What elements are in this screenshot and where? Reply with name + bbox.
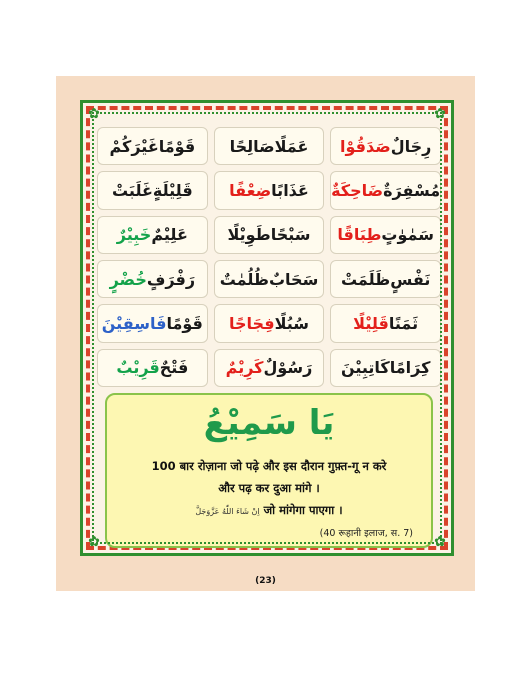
word-tile xyxy=(214,127,325,165)
word-tile xyxy=(214,349,325,387)
word-segment: سَبْحًا xyxy=(270,225,311,245)
word-segment: رِجَالٌ xyxy=(390,136,432,156)
book-page xyxy=(56,76,475,591)
word-segment: عَذَابًا xyxy=(271,180,309,200)
dua-panel xyxy=(105,393,433,548)
page-number: (23) xyxy=(255,576,276,586)
word-segment: مُسْفِرَةٌ xyxy=(383,180,441,200)
word-segment: غَلَبَتْ xyxy=(111,180,153,200)
word-segment: ضِعْفًا xyxy=(229,180,272,200)
corner-ornament-icon: ✿ xyxy=(434,534,446,550)
word-segment: عَمَلًا xyxy=(274,136,309,156)
word-tile xyxy=(97,216,208,254)
word-segment: طَوِيْلًا xyxy=(227,225,271,245)
word-segment: سَحَابٌ xyxy=(268,269,319,289)
corner-ornament-icon: ✿ xyxy=(88,106,100,122)
word-segment: فِجَاجًا xyxy=(229,313,275,333)
word-tile xyxy=(330,127,441,165)
word-tile xyxy=(97,260,208,298)
word-segment: ثَمَنًا xyxy=(388,313,419,333)
word-segment: ضَاحِكَةٌ xyxy=(331,180,384,200)
word-segment: غَيْرَكُمْ xyxy=(109,136,159,156)
word-segment: كَرِيْمٌ xyxy=(225,358,264,378)
word-tile xyxy=(97,171,208,209)
word-segment: كِرَامًا xyxy=(389,358,431,378)
word-tile xyxy=(330,171,441,209)
word-segment: صَدَقُوْا xyxy=(339,136,391,156)
word-tile xyxy=(214,304,325,342)
word-segment: كَاتِبِيْنَ xyxy=(340,358,390,378)
corner-ornament-icon: ✿ xyxy=(434,106,446,122)
word-segment: ظُلُمٰتٌ xyxy=(219,269,269,289)
word-segment: قَلِيْلَةٍ xyxy=(152,180,193,200)
word-tile xyxy=(97,304,208,342)
word-tile xyxy=(214,171,325,209)
word-tile xyxy=(330,260,441,298)
word-segment: صَالِحًا xyxy=(229,136,275,156)
instruction-line-2: और पढ़ कर दुआ मांगे । xyxy=(218,481,320,495)
word-tile xyxy=(330,216,441,254)
word-segment: رَفْرَفٍ xyxy=(146,269,196,289)
word-tile xyxy=(97,127,208,165)
corner-ornament-icon: ✿ xyxy=(88,534,100,550)
word-segment: نَفْسٍ xyxy=(390,269,431,289)
instruction-line-3 xyxy=(117,503,421,518)
word-segment: سَمٰوٰتٍ xyxy=(381,225,434,245)
insha-allah-text: اِنْ شَاءَ اللّٰهُ عَزَّوَجَلَّ xyxy=(195,507,260,516)
reference-text: (40 रूहानी इलाज, स. 7) xyxy=(319,528,413,539)
word-segment: رَسُوْلٌ xyxy=(263,358,313,378)
word-tile xyxy=(214,216,325,254)
word-segment: قَلِيْلًا xyxy=(353,313,389,333)
decorative-frame xyxy=(80,100,454,556)
instruction-line-1: 100 बार रोज़ाना जो पढ़े और इस दौरान गुफ़्त-गू न करे xyxy=(151,459,387,473)
word-segment: فَاسِقِيْنَ xyxy=(101,313,167,333)
word-segment: خُضْرٍ xyxy=(109,269,147,289)
word-segment: عَلِيْمٌ xyxy=(151,225,188,245)
word-tile xyxy=(214,260,325,298)
word-segment: فَتْحٌ xyxy=(159,358,189,378)
word-segment: خَبِيْرٌ xyxy=(116,225,152,245)
instruction-line-3-text: जो मांगेगा पाएगा । xyxy=(263,503,343,517)
word-tile xyxy=(97,349,208,387)
word-tile xyxy=(330,304,441,342)
word-segment: قَرِيْبٌ xyxy=(116,358,160,378)
dua-title: يَا سَمِيْعُ xyxy=(203,403,335,443)
word-grid xyxy=(97,127,441,387)
word-segment: قَوْمًا xyxy=(158,136,196,156)
word-segment: سُبُلًا xyxy=(274,313,309,333)
word-segment: طِبَاقًا xyxy=(337,225,382,245)
word-tile xyxy=(330,349,441,387)
word-segment: ظَلَمَتْ xyxy=(340,269,391,289)
word-segment: قَوْمًا xyxy=(166,313,203,333)
